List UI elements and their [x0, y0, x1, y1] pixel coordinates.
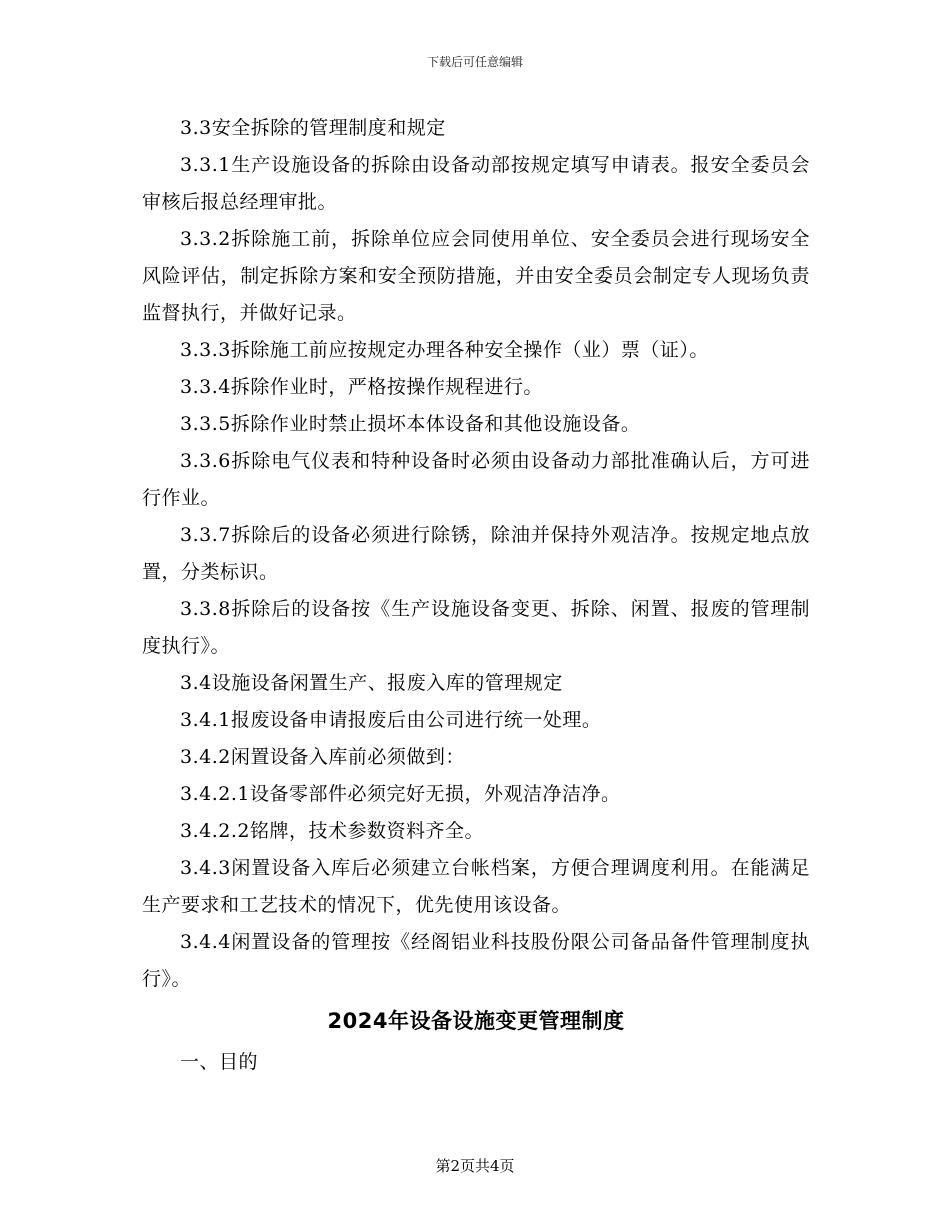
- paragraph-3-3-5: 3.3.5拆除作业时禁止损坏本体设备和其他设施设备。: [180, 413, 641, 435]
- paragraph-3-4: 3.4设施设备闲置生产、报废入库的管理规定: [180, 672, 563, 694]
- paragraph-3-3-7: 3.3.7拆除后的设备必须进行除锈，除油并保持外观洁净。按规定地点放置，分类标识。: [142, 524, 810, 583]
- paragraph-3-3-6: 3.3.6拆除电气仪表和特种设备时必须由设备动力部批准确认后，方可进行作业。: [142, 450, 810, 509]
- page-header: 下载后可任意编辑: [426, 55, 523, 69]
- section-heading: 一、目的: [180, 1051, 259, 1073]
- paragraph-3-3-4: 3.3.4拆除作业时，严格按操作规程进行。: [180, 376, 543, 398]
- paragraph-3-4-1: 3.4.1报废设备申请报废后由公司进行统一处理。: [180, 709, 602, 731]
- paragraph-3-3-1: 3.3.1生产设施设备的拆除由设备动部按规定填写申请表。报安全委员会审核后报总经理审批。: [142, 154, 810, 213]
- page-number: 第2页共4页: [435, 1157, 515, 1175]
- paragraph-3-3-2: 3.3.2拆除施工前，拆除单位应会同使用单位、安全委员会进行现场安全风险评估，制定拆除方案和安全预防措施，并由安全委员会制定专人现场负责监督执行，并做好记录。: [142, 228, 810, 324]
- paragraph-3-4-2-1: 3.4.2.1设备零部件必须完好无损，外观洁净洁净。: [180, 783, 621, 805]
- paragraph-3-4-2: 3.4.2闲置设备入库前必须做到：: [180, 746, 465, 768]
- paragraph-3-3-8: 3.3.8拆除后的设备按《生产设施设备变更、拆除、闲置、报废的管理制度执行》。: [142, 598, 810, 657]
- paragraph-3-4-2-2: 3.4.2.2铭牌，技术参数资料齐全。: [180, 820, 484, 842]
- document-title: 2024年设备设施变更管理制度: [327, 1009, 625, 1033]
- paragraph-3-3: 3.3安全拆除的管理制度和规定: [180, 117, 446, 139]
- paragraph-3-4-4: 3.4.4闲置设备的管理按《经阁铝业科技股份限公司备品备件管理制度执行》。: [142, 931, 810, 990]
- paragraph-3-4-3: 3.4.3闲置设备入库后必须建立台帐档案，方便合理调度利用。在能满足生产要求和工艺技术的情况下，优先使用该设备。: [142, 857, 810, 916]
- document-body: [142, 110, 810, 1081]
- paragraph-3-3-3: 3.3.3拆除施工前应按规定办理各种安全操作（业）票（证）。: [180, 339, 709, 361]
